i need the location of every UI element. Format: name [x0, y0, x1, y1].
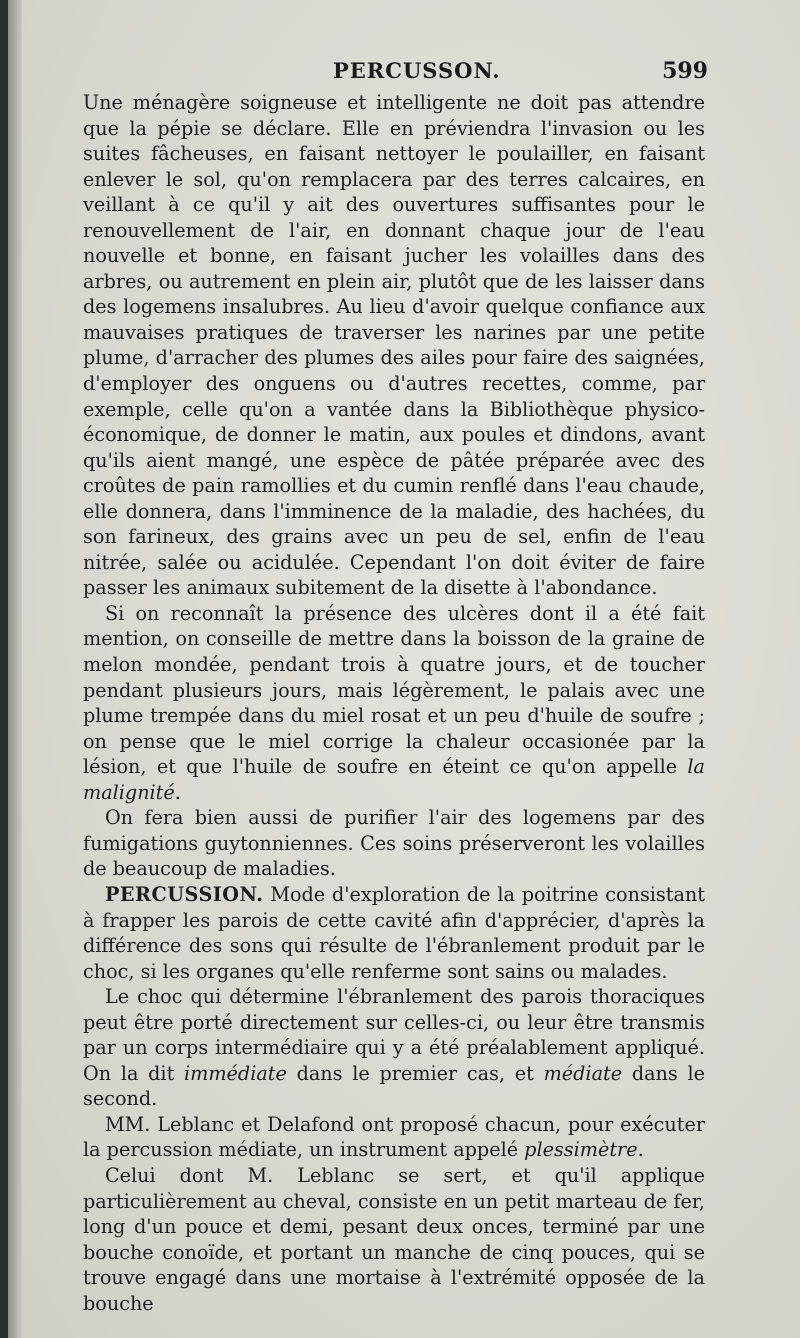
- entry-definition: Mode d'exploration de la poitrine consistant à frapper les parois de cette cavité afin d'apprécier, d'après la différence des sons qui résulte de l'ébranlement produit par le choc, si les organes qu'elle renferme sont sains ou malades.: [83, 882, 705, 983]
- paragraph-marteau: Celui dont M. Leblanc se sert, et qu'il applique particulièrement au cheval, consiste en un petit marteau de fer, long d'un pouce et demi, pesant deux onces, terminé par une bouche conoïde, et portant un manche de cinq pouces, qui se trouve engagé dans une mortaise à l'extrémité opposée de la bouche: [83, 1163, 705, 1315]
- page-edge-shadow: [8, 0, 22, 1338]
- entry-percussion: [83, 882, 705, 984]
- paragraph-ulcers: [83, 601, 705, 805]
- body-text: [83, 90, 705, 1316]
- paragraph-plessimetre: [83, 1112, 705, 1163]
- italic-term-malignite: la malignité: [83, 755, 705, 804]
- running-head: PERCUSSON.: [333, 58, 501, 83]
- italic-term-immediate: immédiate: [184, 1061, 287, 1085]
- entry-headword: PERCUSSION.: [105, 882, 264, 906]
- paragraph-ulcers-text: Si on reconnaît la présence des ulcères dont il a été fait mention, on conseille de mettre dans la boisson de la graine de melon mondée, pendant trois à quatre jours, et de toucher pendant plusieurs jours, mais légèrement, le palais avec une plume trempée dans du miel rosat et un peu d'huile de soufre ; on pense que le miel corrige la chaleur occasionée par la lésion, et que l'huile de soufre en éteint ce qu'on appelle: [83, 601, 705, 779]
- italic-term-mediate: médiate: [543, 1061, 623, 1085]
- paragraph-choc-text-b: dans le premier cas, et: [286, 1061, 544, 1085]
- paragraph-prevention: Une ménagère soigneuse et intelligente ne doit pas attendre que la pépie se déclare. Elle en préviendra l'invasion ou les suites fâcheuses, en faisant nettoyer le poulailler, en faisant enlever le sol, qu'on remplacera par des terres calcaires, en veillant à ce qu'il y ait des ouvertures suffisantes pour le renouvellement de l'air, en donnant chaque jour de l'eau nouvelle et bonne, en faisant jucher les volailles dans des arbres, ou autrement en plein air, plutôt que de les laisser dans des logemens insalubres. Au lieu d'avoir quelque confiance aux mauvaises pratiques de traverser les narines par une petite plume, d'arracher des plumes des ailes pour faire des saignées, d'employer des onguens ou d'autres recettes, comme, par exemple, celle qu'on a vantée dans la Bibliothèque physico-économique, de donner le matin, aux poules et dindons, avant qu'ils aient mangé, une espèce de pâtée préparée avec des croûtes de pain ramollies et du cumin renflé dans l'eau chaude, elle donnera, dans l'imminence de la maladie, des hachées, du son farineux, des grains avec un peu de sel, enfin de l'eau nitrée, salée ou acidulée. Cependant l'on doit éviter de faire passer les animaux subitement de la disette à l'abondance.: [83, 91, 705, 600]
- paragraph-plessimetre-text: MM. Leblanc et Delafond ont proposé chacun, pour exécuter la percussion médiate, un instrument appelé: [83, 1112, 705, 1162]
- paragraph-choc-text-a: Le choc qui détermine l'ébranlement des parois thoraciques peut être porté directement sur celles-ci, ou leur être transmis par un corps intermédiaire qui y a été préalablement appliqué. On la dit: [83, 985, 705, 1085]
- paragraph-fumigations: On fera bien aussi de purifier l'air des logemens par des fumigations guytonniennes. Ces soins préserveront les volailles de beaucoup de maladies.: [83, 806, 705, 881]
- page-number: 599: [662, 58, 708, 84]
- italic-term-plessimetre: plessimètre: [524, 1138, 638, 1162]
- paragraph-ulcers-end: .: [174, 780, 181, 804]
- paragraph-plessimetre-end: .: [637, 1138, 644, 1162]
- book-page: [8, 0, 800, 1338]
- paragraph-choc-text-c: dans le second.: [83, 1061, 705, 1111]
- paragraph-choc: [83, 984, 705, 1112]
- page-header: [78, 58, 708, 88]
